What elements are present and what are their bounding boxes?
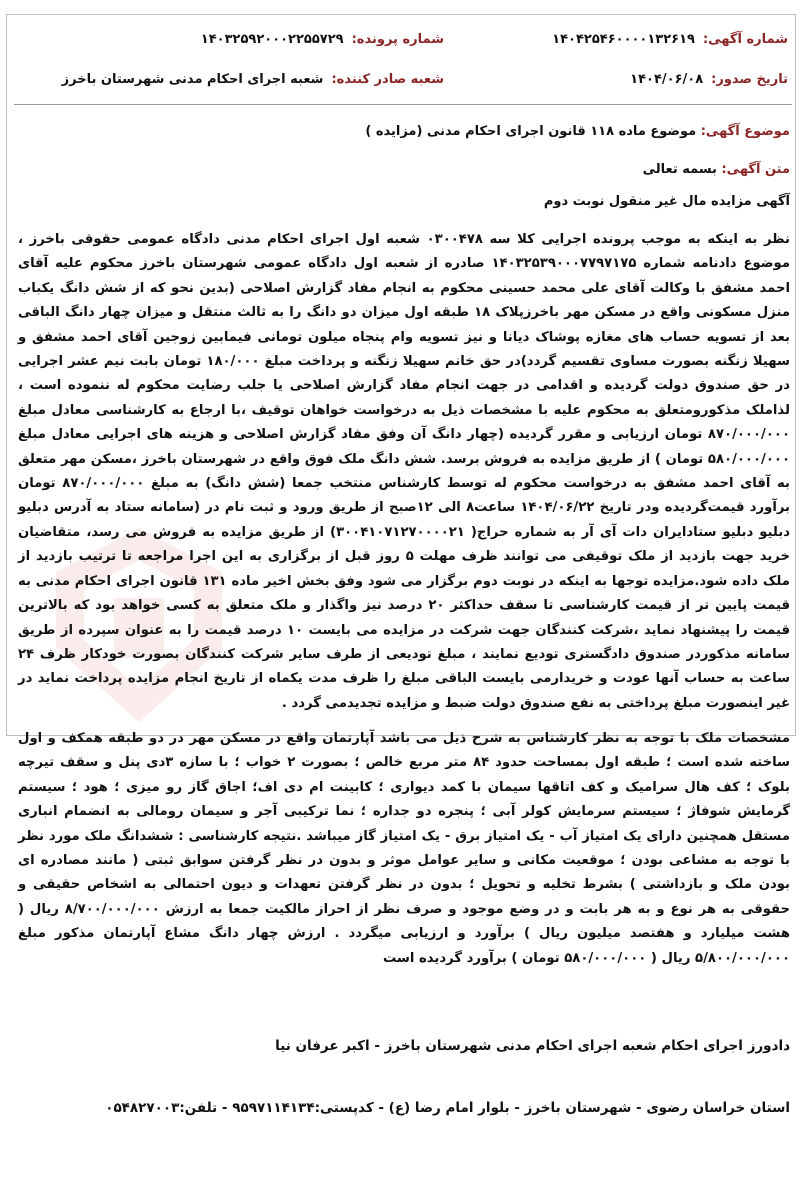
ad-body-intro (643, 162, 790, 177)
issuer-label: شعبه صادر کننده: (331, 72, 444, 87)
property-description: مشخصات ملک با توجه به نظر کارشناس به شرح ذیل می باشد آپارتمان واقع در مسکن مهر در دو طبقه همکف و اول ساخته شده است ؛ طبقه اول بمساحت حدود ۸۴ متر مربع خالص ؛ بصورت ۲ خواب ؛ با سازه ۳دی پنل و سقف تیرچه بلوک ؛ کف هال سرامیک و کف اتاقها سیمان با کمد دیواری ؛ کابینت ام دی اف؛ اجاق گاز رو میزی ؛ هود ؛ سیستم گرمایش شوفاژ ؛ سیستم سرمایش کولر آبی ؛ پنجره دو جداره ؛ نما ترکیبی آجر و سیمان رومالی به انضمام انباری مستقل همچنین دارای یک امتیاز آب - یک امتیاز برق - یک امتیاز گاز میباشد .نتیجه کارشناسی : ششدانگ ملک مورد نظر با توجه به مشاعی بودن ؛ موقعیت مکانی و سایر عوامل موثر و بدون در نظر گرفتن سوابق ثبتی ( مانند مصادره ای بودن ملک و بازداشتی ) بشرط تخلیه و تحویل ؛ بدون در نظر گرفتن تعهدات و دیون احتمالی به اشخاص حقیقی و حقوقی به هر نوع و به هر بابت و در وضع موجود و صرف نظر از احراز مالکیت جمعا به ارزش ۸/۷۰۰/۰۰۰/۰۰۰ ریال ( هشت میلیارد و هفتصد میلیون ریال ) برآورد و ارزیابی میگردد . ارزش چهار دانگ مشاع آپارتمان مذکور مبلغ ۵/۸۰۰/۰۰۰/۰۰۰ ریال ( ۵۸۰/۰۰۰/۰۰۰ تومان ) برآورد گردیده است (18, 731, 791, 966)
ad-subject (365, 124, 790, 139)
issue-date-value: ۱۴۰۴/۰۶/۰۸ (630, 72, 704, 87)
office-address: استان خراسان رضوی - شهرستان باخرز - بلوار امام رضا (ع) - کدپستی:۹۵۹۷۱۱۴۱۳۴ - تلفن:۰۵۴۸۲۷۰۰۳ (105, 1100, 790, 1116)
ad-number (552, 32, 788, 47)
auction-paragraph: نظر به اینکه به موجب پرونده اجرایی کلا سه ۰۳۰۰۴۷۸ شعبه اول اجرای احکام مدنی دادگاه عمومی حقوقی باخرز ، موضوع دادنامه شماره ۱۴۰۳۲۵۳۹۰۰۰۷۷۹۷۱۷۵ صادره از شعبه اول دادگاه عمومی شهرستان باخرز محکوم علیه آقای احمد مشفق با وکالت آقای علی محمد حسینی محکوم به انجام مفاد گزارش اصلاحی (بدین نحو که از شش دانگ یکباب منزل مسکونی واقع در مسکن مهر باخرزپلاک ۱۸ طبقه اول میزان دو دانگ را به ثالث منتقل و میزان چهار دانگ الباقی بعد از تسویه حساب های مغازه پوشاک دیانا و نیز تسویه وام پنجاه میلون تومانی فیمابین زوجین آقای احمد مشفق و سهیلا زنگنه بصورت مساوی تقسیم گردد)در حق خانم سهیلا زنگنه و پرداخت مبلغ ۱۸۰/۰۰۰ تومان بابت نیم عشر اجرایی در حق صندوق دولت گردیده و اقدامی در جهت انجام مفاد گزارش اصلاحی یا جلب رضایت محکوم له ننموده است ، لذاملک مذکورومتعلق به محکوم علیه با مشخصات ذیل به درخواست خواهان توقیف ،با ارجاع به کارشناسی معادل مبلغ ۸۷۰/۰۰۰/۰۰۰ تومان ارزیابی و مقرر گردیده (چهار دانگ آن وفق مفاد گزارش اصلاحی و هزینه های اجرایی معادل مبلغ ۵۸۰/۰۰۰/۰۰۰ تومان ) از طریق مزایده به فروش برسد. شش دانگ ملک فوق واقع در شهرستان باخرز ،مسکن مهر متعلق به آقای احمد مشفق به درخواست محکوم له توسط کارشناس منتخب جمعا (شش دانگ) به مبلغ ۸۷۰/۰۰۰/۰۰۰ تومان برآورد قیمت‌گردیده ودر تاریخ ۱۴۰۴/۰۶/۲۲ ساعت۸ الی ۱۲صبح از طریق ورود و ثبت نام در (سامانه ستاد به آدرس دبلیو دبلیو دبلیو ستادایران دات آی آر به شماره حراج( ۳۰۰۴۱۰۷۱۲۷۰۰۰۰۲۱) از طریق مزایده به فروش می رسد، متقاضیان خرید جهت بازدید از ملک توقیفی می توانند ظرف مهلت ۵ روز قبل از برگزاری به این اجرا مراجعه تا ترتیب بازدید از ملک داده شود.مزایده توجها به اینکه در نوبت دوم برگزار می شود وفق بخش اخیر ماده ۱۳۱ قانون اجرای احکام مدنی به قیمت پایین تر از قیمت کارشناسی تا سقف حداکثر ۲۰ درصد نیز واگذار و ملک متعلق به کسی خواهد بود که بالاترین قیمت را پیشنهاد نماید ،شرکت کنندگان جهت شرکت در مزایده می بایست ۱۰ درصد قیمت را به عنوان سپرده از طریق سامانه مذکوردر صندوق دادگستری تودیع نمایند ، مبلغ تودیعی از طرف سایر شرکت کنندگان بصورت خودکار ظرف ۲۴ ساعت به حساب آنها عودت و خریدارمی بایست الباقی مبلغ را ظرف مدت یکماه از تاریخ انجام مزایده پرداخت نماید در غیر اینصورت مبلغ پرداختی به نفع صندوق دولت ضبط و مزایده تجدیدمی گردد . (18, 232, 791, 711)
headline: آگهی مزایده مال غیر منقول نوبت دوم (543, 194, 790, 209)
issuer-value: شعبه اجرای احکام مدنی شهرستان باخرز (61, 72, 324, 87)
case-number-value: ۱۴۰۳۲۵۹۲۰۰۰۲۲۵۵۷۲۹ (200, 32, 344, 47)
case-number (201, 32, 444, 47)
ad-number-value: ۱۴۰۴۲۵۴۶۰۰۰۰۱۳۲۶۱۹ (552, 32, 695, 47)
ad-subject-label: موضوع آگهی: (700, 124, 790, 139)
ad-body-label: متن آگهی: (721, 162, 790, 177)
ad-body-opening: بسمه تعالی (642, 162, 717, 177)
issuer (62, 72, 444, 87)
ad-number-label: شماره آگهی: (702, 32, 788, 47)
header-divider (14, 104, 792, 105)
officer-signature: دادورز اجرای احکام شعبه اجرای احکام مدنی شهرستان باخرز - اکبر عرفان نیا (275, 1038, 790, 1054)
issue-date-label: تاریخ صدور: (711, 72, 788, 87)
case-number-label: شماره پرونده: (351, 32, 444, 47)
issue-date (630, 72, 788, 87)
ad-subject-value: موضوع ماده ۱۱۸ قانون اجرای احکام مدنی (مزایده ) (365, 124, 697, 139)
